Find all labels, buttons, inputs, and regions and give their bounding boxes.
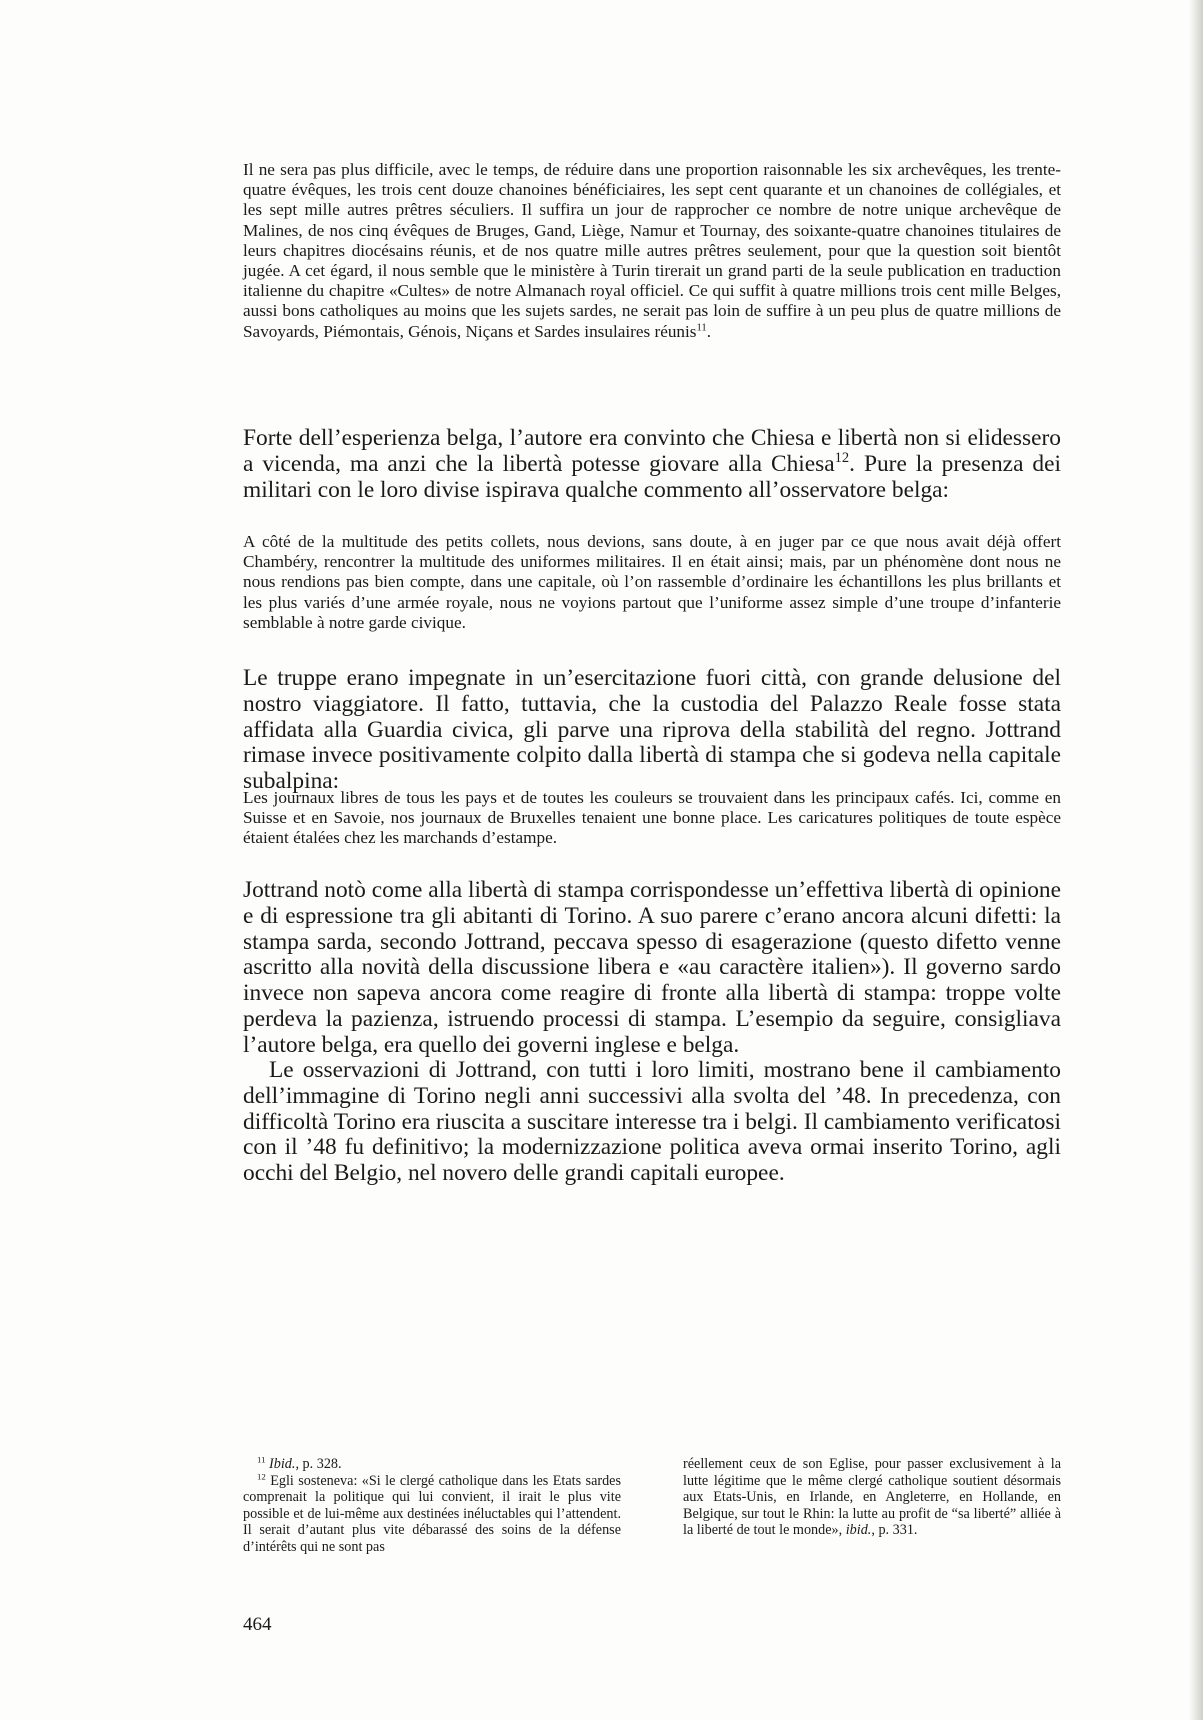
footnote-11: $^{11}$ Ibid., p. 328.	[257, 1454, 342, 1472]
quote-text: A côté de la multitude des petits collets, nous devions, sans doute, à en juger par ce que nous avait déjà offert Chambéry, rencontrer la multitude des uniformes militaires. Il en était ainsi; mais, par un phénomène dont nous ne nous rendions pas bien compte, dans une capitale, où l’on rassemble d’ordinaire les échantillons les plus brillants et les plus variés d’une armée royale, nous ne voyions partout que l’uniforme assez simple d’une troupe d’infanterie semblable à notre garde civique.	[243, 532, 1061, 632]
page-number: 464	[243, 1614, 272, 1635]
paragraph-truppe	[243, 666, 1061, 795]
body-paragraph: Le truppe erano impegnate in un’esercitazione fuori città, con grande delusione del nostro viaggiatore. Il fatto, tuttavia, che la custodia del Palazzo Reale fosse stata affidata alla Guardia civica, gli parve una riprova della stabilità del regno. Jottrand rimase invece positivamente colpito dalla libertà di stampa che si godeva nella capitale subalpina:	[243, 665, 1061, 795]
footnote-column-right	[683, 1456, 1061, 1556]
body-paragraph: Forte dell’esperienza belga, l’autore era convinto che Chiesa e libertà non si elidessero a vicenda, ma anzi che la libertà potesse giovare alla Chiesa$^{12}$. Pure la presenza dei militari con le loro divise ispirava qualche commento all’osservatore belga:	[243, 425, 1061, 503]
footnote-12: $^{12}$ Egli sosteneva: «Si le clergé catholique dans les Etats sardes comprenait la politique qui lui convient, il irait le plus vite possible et de lui-même aux destinées inéluctables qui l’attendent. Il serait d’autant plus vite débarassé des soins de la défense d’intérêts qui ne sont pas	[243, 1470, 621, 1555]
body-paragraph: Le osservazioni di Jottrand, con tutti i loro limiti, mostrano bene il cambiamento dell’immagine di Torino negli anni successivi alla svolta del ’48. In precedenza, con difficoltà Torino era riuscita a suscitare interesse tra i belgi. Il cambiamento verificatosi con il ’48 fu definitivo; la modernizzazione politica aveva ormai inserito Torino, agli occhi del Belgio, nel novero delle grandi capitali europee.	[243, 1057, 1061, 1187]
footnote-ref-12: 12	[834, 450, 850, 466]
block-quote-journaux	[243, 788, 1061, 849]
body-paragraph: Jottrand notò come alla libertà di stampa corrispondesse un’effettiva libertà di opinione e di espressione tra gli abitanti di Torino. A suo parere c’erano ancora alcuni difetti: la stampa sarda, secondo Jottrand, peccava spesso di esagerazione (questo difetto venne ascritto alla novità della discussione libera e «au caractère italien»). Il governo sardo invece non sapeva ancora come reagire di fronte alla libertà di stampa: troppe volte perdeva la pazienza, istruendo processi di stampa. L’esempio da seguire, consigliava l’autore belga, era quello dei governi inglese e belga.	[243, 877, 1061, 1058]
block-quote-uniformes	[243, 532, 1061, 633]
footnote-column-left	[243, 1456, 621, 1556]
paragraph-osservazioni	[243, 1058, 1061, 1187]
footnotes	[243, 1456, 1061, 1556]
paragraph-jottrand-stampa	[243, 878, 1061, 1059]
block-quote-cultes	[243, 160, 1061, 342]
paragraph-chiesa-liberta	[243, 426, 1061, 503]
quote-text: Il ne sera pas plus difficile, avec le temps, de réduire dans une proportion raisonnable les six archevêques, les trente-quatre évêques, les trois cent douze chanoines bénéficiaires, les sept cent quarante et un chanoines de collégiales, et les sept mille autres prêtres séculiers. Il suffira un jour de rapprocher ce nombre de notre unique archevêque de Malines, de nos cinq évêques de Bruges, Gand, Liège, Namur et Tournay, des soixante-quatre chanoines titulaires de leurs chapitres diocésains réunis, et de nos quatre mille autres prêtres seulement, pour que la question soit bientôt jugée. A cet égard, il nous semble que le ministère à Turin tirerait un grand parti de la seule publication en traduction italienne du chapitre «Cultes» de notre Almanach royal officiel. Ce qui suffit à quatre millions trois cent mille Belges, aussi bons catholiques au moins que les sujets sardes, ne serait pas loin de suffire à un peu plus de quatre millions de Savoyards, Piémontais, Génois, Niçans et Sardes insulaires réunis$^{11}$.	[243, 160, 1061, 341]
quote-text: Les journaux libres de tous les pays et de toutes les couleurs se trouvaient dans les principaux cafés. Ici, comme en Suisse et en Savoie, nos journaux de Bruxelles tenaient une bonne place. Les caricatures politiques de toute espèce étaient étalées chez les marchands d’estampe.	[243, 788, 1061, 848]
footnote-ref-11: 11	[696, 321, 707, 333]
page-edge-shadow	[1189, 0, 1203, 1720]
footnote-12-continued: réellement ceux de son Eglise, pour passer exclusivement à la lutte légitime que le même clergé catholique soutient désormais aux Etats-Unis, en Irlande, en Angleterre, en Hollande, en Belgique, sur tout le Rhin: la lutte au profit de “sa liberté” alliée à la liberté de tout le monde», ibid., p. 331.	[683, 1456, 1061, 1539]
